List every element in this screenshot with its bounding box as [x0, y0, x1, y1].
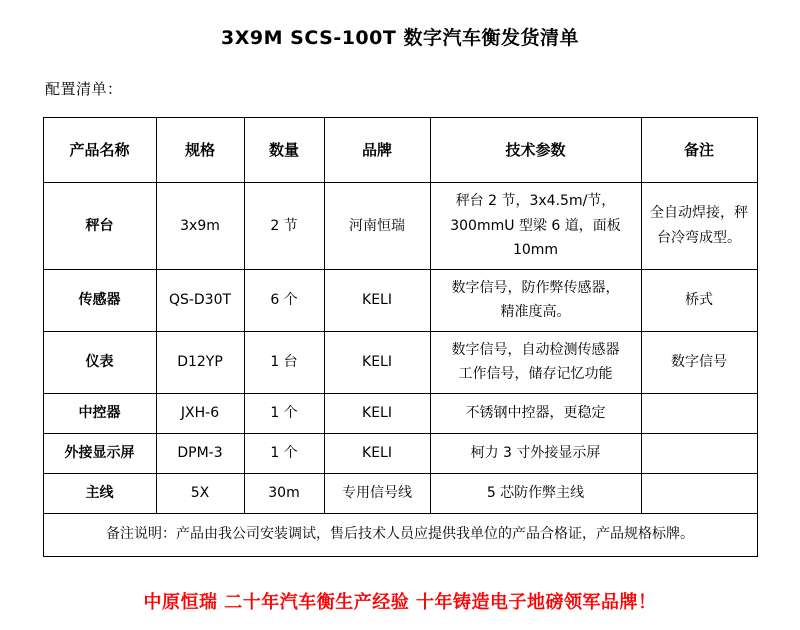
cell-technical-parameters: 不锈钢中控器，更稳定 [430, 393, 641, 433]
specification-table [43, 117, 758, 557]
table-header-row [43, 118, 757, 183]
cell-product-name: 仪表 [43, 331, 156, 393]
cell-technical-parameters [430, 331, 641, 393]
cell-spec: 3x9m [156, 183, 244, 270]
tech-line-1: 数字信号，自动检测传感器 [451, 341, 620, 358]
column-header-technical-parameters: 技术参数 [430, 118, 641, 183]
tech-line-2: 300mmU 型梁 6 道，面板 10mm [450, 217, 621, 258]
cell-quantity: 1 台 [244, 331, 324, 393]
cell-remark [641, 433, 757, 473]
table-row [43, 183, 757, 270]
cell-remark [641, 473, 757, 513]
table-row [43, 393, 757, 433]
cell-technical-parameters: 5 芯防作弊主线 [430, 473, 641, 513]
tech-line-2: 精准度高。 [500, 304, 571, 320]
table-row [43, 331, 757, 393]
column-header-brand: 品牌 [324, 118, 430, 183]
column-header-product-name: 产品名称 [43, 118, 156, 183]
table-row [43, 473, 757, 513]
table-row [43, 269, 757, 331]
cell-remark: 桥式 [641, 269, 757, 331]
cell-quantity: 6 个 [244, 269, 324, 331]
cell-product-name: 中控器 [43, 393, 156, 433]
footer-slogan: 中原恒瑞 二十年汽车衡生产经验 十年铸造电子地磅领军品牌！ [143, 592, 657, 613]
cell-quantity: 1 个 [244, 433, 324, 473]
cell-product-name: 秤台 [43, 183, 156, 270]
cell-spec: JXH-6 [156, 393, 244, 433]
cell-brand: KELI [324, 433, 430, 473]
tech-line-1: 数字信号，防作弊传感器， [451, 279, 620, 296]
cell-technical-parameters: 柯力 3 寸外接显示屏 [430, 433, 641, 473]
cell-brand: KELI [324, 331, 430, 393]
cell-quantity: 2 节 [244, 183, 324, 270]
table-row [43, 433, 757, 473]
cell-brand: KELI [324, 393, 430, 433]
remark-line-1: 全自动焊接，秤 [650, 205, 748, 222]
note-text: 备注说明：产品由我公司安装调试，售后技术人员应提供我单位的产品合格证，产品规格标牌。 [43, 513, 757, 556]
cell-product-name: 传感器 [43, 269, 156, 331]
cell-spec: QS-D30T [156, 269, 244, 331]
remark-line-2: 台冷弯成型。 [657, 229, 741, 246]
column-header-quantity: 数量 [244, 118, 324, 183]
column-header-remark: 备注 [641, 118, 757, 183]
cell-technical-parameters [430, 183, 641, 270]
page-title: 3X9M SCS-100T 数字汽车衡发货清单 [221, 27, 579, 49]
cell-spec: DPM-3 [156, 433, 244, 473]
tech-line-2: 工作信号，储存记忆功能 [458, 366, 613, 382]
cell-brand: KELI [324, 269, 430, 331]
column-header-spec: 规格 [156, 118, 244, 183]
cell-product-name: 主线 [43, 473, 156, 513]
cell-spec: D12YP [156, 331, 244, 393]
cell-technical-parameters [430, 269, 641, 331]
cell-brand: 河南恒瑞 [324, 183, 430, 270]
cell-remark [641, 183, 757, 270]
cell-quantity: 30m [244, 473, 324, 513]
cell-brand: 专用信号线 [324, 473, 430, 513]
cell-product-name: 外接显示屏 [43, 433, 156, 473]
cell-spec: 5X [156, 473, 244, 513]
cell-remark [641, 393, 757, 433]
cell-quantity: 1 个 [244, 393, 324, 433]
cell-remark: 数字信号 [641, 331, 757, 393]
configuration-list-label: 配置清单： [45, 80, 123, 98]
table-note-row [43, 513, 757, 556]
tech-line-1: 秤台 2 节，3x4.5m/节， [455, 193, 616, 209]
